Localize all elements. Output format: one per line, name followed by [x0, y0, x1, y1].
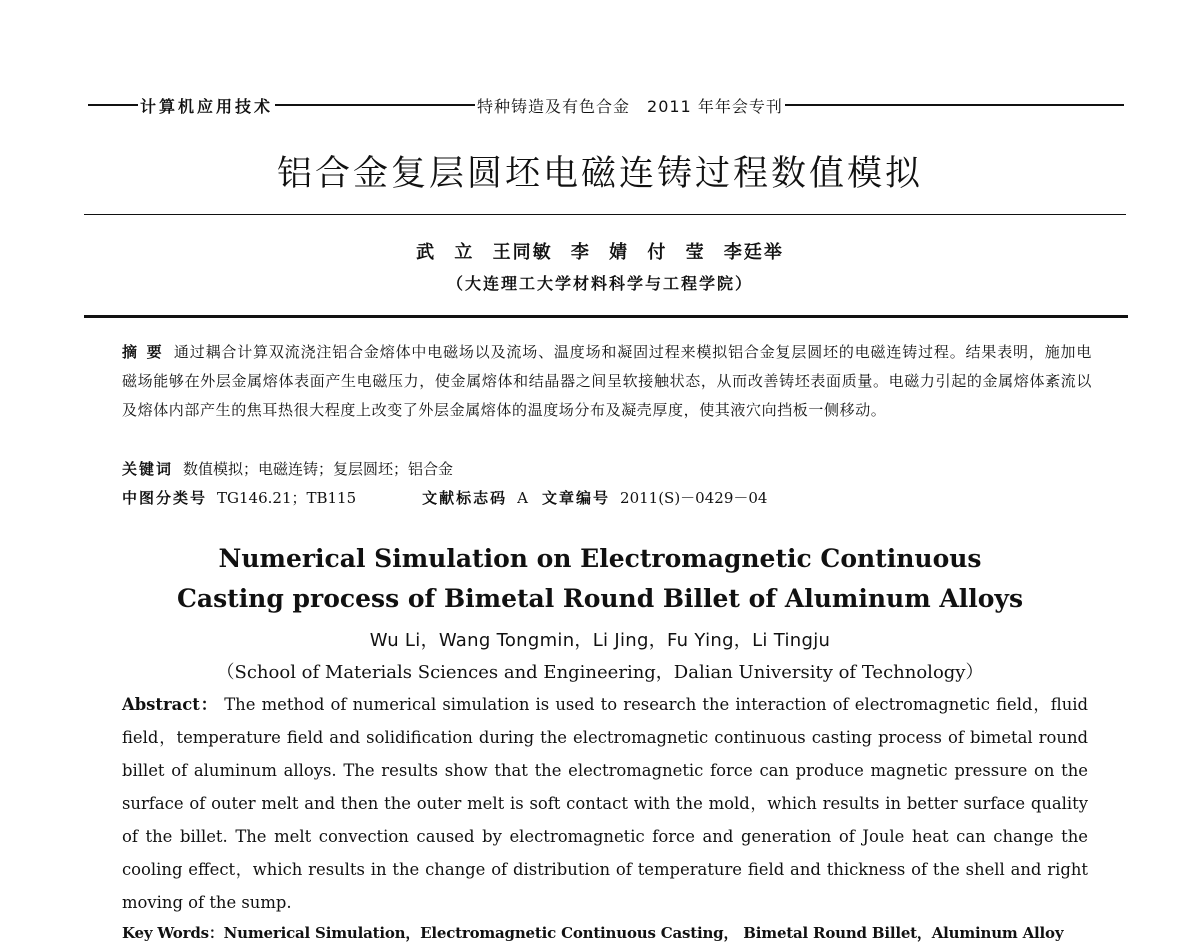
- authors-cn: 武 立 王同敏 李 婧 付 莹 李廷举: [416, 242, 784, 263]
- authors-en: Wu Li，Wang Tongmin，Li Jing，Fu Ying，Li Tingju: [369, 630, 831, 651]
- keywords-en-label: Key Words：: [122, 924, 224, 942]
- affiliation-cn: （大连理工大学材料科学与工程学院）: [446, 274, 753, 293]
- doc-code-label: 文献标志码: [422, 489, 508, 507]
- clc-value: TG146.21；TB115: [217, 489, 357, 507]
- header-rule-left: [88, 104, 138, 106]
- keywords-cn-label: 关键词: [122, 460, 174, 478]
- affiliation-en: （School of Materials Sciences and Engineering，Dalian University of Technology）: [216, 662, 984, 683]
- clc-label: 中图分类号: [122, 489, 208, 507]
- abstract-en-label: Abstract：: [122, 695, 219, 714]
- abstract-en-text: The method of numerical simulation is used to research the interaction of electromagnetic field，fluid field，temperature field and solidification during the electromagnetic continuous casting process of bimetal round billet of aluminum alloys. The results show that the electromagnetic force can produce magnetic pressure on the surface of outer melt and then the outer melt is soft contact with the mold，which results in better surface quality of the billet. The melt convection caused by electromagnetic force and generation of Joule heat can change the cooling effect，which results in the change of distribution of temperature field and thickness of the shell and right moving of the sump.: [122, 695, 1088, 912]
- keywords-cn: [122, 458, 1102, 479]
- running-header: [88, 92, 1124, 118]
- classification-line: [122, 487, 1102, 508]
- keywords-cn-text: 数值模拟；电磁连铸；复层圆坯；铝合金: [183, 460, 454, 478]
- article-no-value: 2011(S)－0429－04: [620, 489, 768, 507]
- section-label: 计算机应用技术: [140, 96, 274, 116]
- journal-name: 特种铸造及有色合金 2011 年年会专刊: [477, 96, 783, 116]
- abstract-cn-text: 通过耦合计算双流浇注铝合金熔体中电磁场以及流场、温度场和凝固过程来模拟铝合金复层圆坯的电磁连铸过程。结果表明，施加电磁场能够在外层金属熔体表面产生电磁压力，使金属熔体和结晶器之间呈软接触状态，从而改善铸坯表面质量。电磁力引起的金属熔体紊流以及熔体内部产生的焦耳热很大程度上改变了外层金属熔体的温度场分布及凝壳厚度，使其液穴向挡板一侧移动。: [122, 343, 1092, 419]
- keywords-en: [122, 922, 1102, 943]
- keywords-en-text: Numerical Simulation，Electromagnetic Continuous Casting， Bimetal Round Billet，Aluminum Alloy: [223, 924, 1064, 942]
- abstract-cn-label: 摘 要: [122, 343, 164, 361]
- affiliation-divider: [84, 315, 1128, 318]
- title-divider: [84, 214, 1126, 215]
- header-rule-right: [785, 104, 1124, 106]
- doc-code-value: A: [517, 489, 529, 507]
- article-no-label: 文章编号: [542, 489, 611, 507]
- abstract-cn: [122, 338, 1092, 425]
- header-rule-middle: [275, 104, 475, 106]
- page-title: 铝合金复层圆坯电磁连铸过程数值模拟: [276, 154, 923, 194]
- title-en-line2: Casting process of Bimetal Round Billet of Aluminum Alloys: [176, 584, 1024, 613]
- abstract-en: [122, 688, 1088, 919]
- title-en-line1: Numerical Simulation on Electromagnetic Continuous: [218, 544, 982, 573]
